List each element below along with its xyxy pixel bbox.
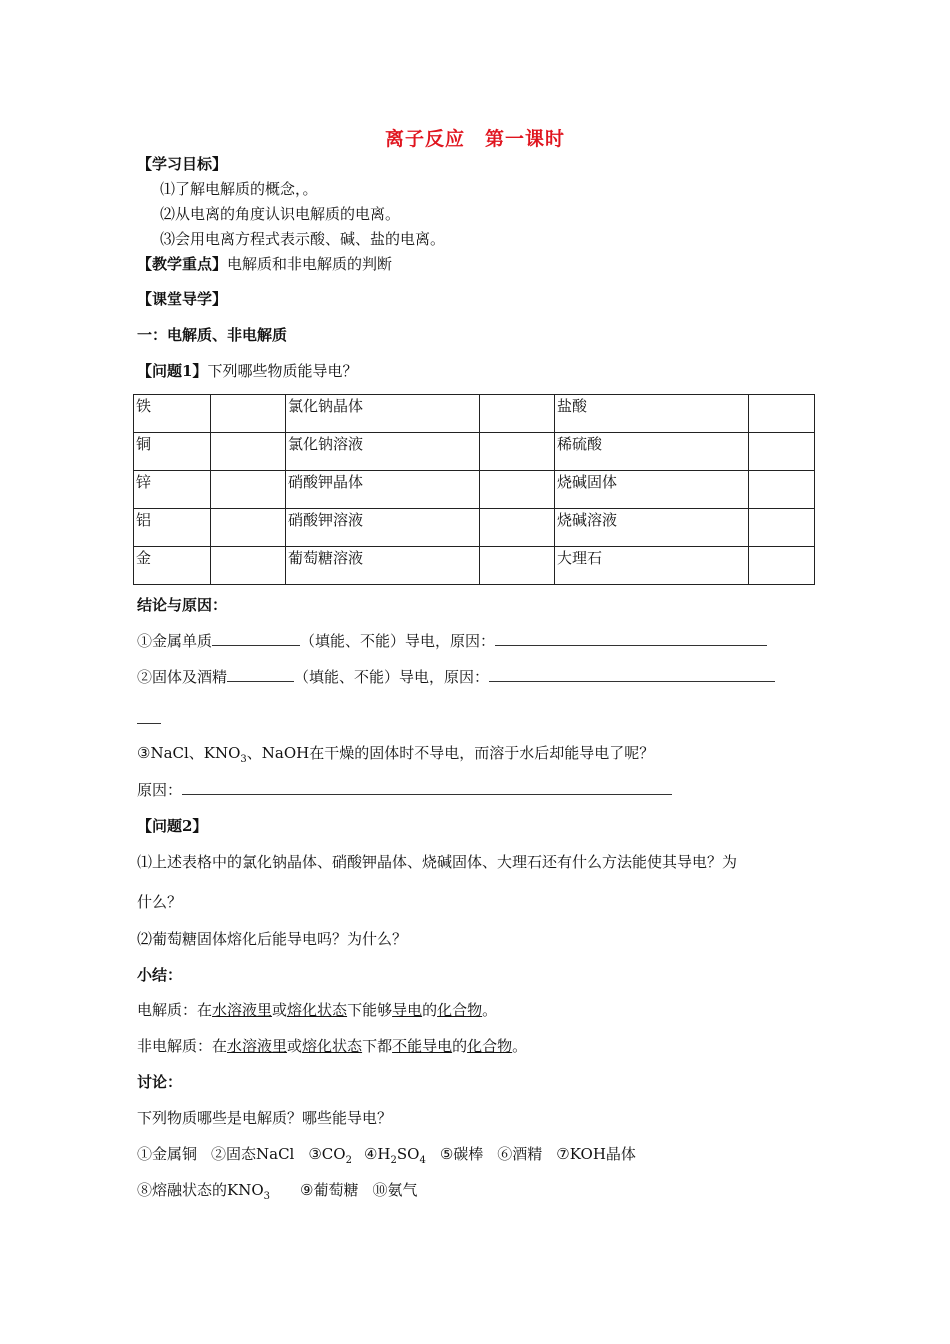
table-cell: 烧碱固体 <box>555 471 749 509</box>
fill-blank[interactable] <box>227 667 294 682</box>
summary-keyword: 熔化状态 <box>287 1001 348 1019</box>
table-cell: 铝 <box>134 509 211 547</box>
fill-blank[interactable] <box>182 780 672 795</box>
table-cell: 锌 <box>134 471 211 509</box>
option-item <box>363 1145 426 1166</box>
conclusion-text: （填能、不能）导电，原因： <box>300 632 496 650</box>
summary-heading: 小结： <box>137 966 183 984</box>
table-cell-blank <box>480 433 555 471</box>
summary-text: 电解质：在 <box>137 1001 213 1019</box>
option-item: ⑥酒精 <box>497 1145 543 1163</box>
table-cell: 盐酸 <box>555 395 749 433</box>
fill-blank[interactable] <box>212 631 300 646</box>
table-row <box>134 433 815 471</box>
option-item <box>308 1145 352 1166</box>
table-row <box>134 471 815 509</box>
summary-text: 或 <box>272 1001 288 1019</box>
discussion-options-row-2 <box>137 1179 417 1202</box>
objectives-heading: 【学习目标】 <box>137 155 228 173</box>
summary-line-1 <box>137 999 497 1020</box>
section-heading: 一：电解质、非电解质 <box>137 326 288 344</box>
subscript: 3 <box>263 1191 271 1202</box>
summary-keyword: 导电 <box>392 1001 423 1019</box>
question-1-heading: 【问题1】 <box>137 362 208 380</box>
summary-keyword: 熔化状态 <box>302 1037 363 1055</box>
table-cell: 稀硫酸 <box>555 433 749 471</box>
conclusion-line-2 <box>137 666 775 687</box>
reason-line <box>137 779 672 800</box>
reason-label: 原因： <box>137 781 183 799</box>
fill-blank[interactable] <box>495 631 767 646</box>
table-cell-blank <box>211 395 286 433</box>
conclusion-heading: 结论与原因： <box>137 596 228 614</box>
discussion-question: 下列物质哪些是电解质？哪些能导电？ <box>137 1109 393 1127</box>
teaching-focus <box>137 253 392 274</box>
option-item: ⑤碳棒 <box>439 1145 484 1163</box>
table-cell: 大理石 <box>555 547 749 585</box>
table-cell: 硝酸钾溶液 <box>286 509 480 547</box>
subscript: 2 <box>345 1155 352 1166</box>
substance-table <box>133 394 815 585</box>
table-cell-blank <box>480 471 555 509</box>
summary-keyword: 水溶液里 <box>212 1001 273 1019</box>
summary-keyword: 不能导电 <box>392 1037 453 1055</box>
discussion-options-row-1 <box>137 1143 636 1166</box>
table-cell-blank <box>480 395 555 433</box>
option-item <box>137 1181 271 1202</box>
objective-item: ⑵从电离的角度认识电解质的电离。 <box>160 205 401 223</box>
discussion-heading: 讨论： <box>137 1073 183 1091</box>
question-1-text: 下列哪些物质能导电？ <box>207 362 358 380</box>
option-item: ⑩氨气 <box>372 1181 418 1199</box>
table-row <box>134 509 815 547</box>
summary-keyword: 化合物 <box>467 1037 513 1055</box>
table-cell-blank <box>749 509 815 547</box>
formula-text: ⑧熔融状态的KNO <box>137 1181 264 1199</box>
question-2-item: ⑵葡萄糖固体熔化后能导电吗？为什么？ <box>137 930 408 948</box>
table-cell-blank <box>211 509 286 547</box>
table-cell: 氯化钠溶液 <box>286 433 480 471</box>
summary-text: 下都 <box>362 1037 393 1055</box>
table-cell-blank <box>749 547 815 585</box>
guide-heading: 【课堂导学】 <box>137 290 228 308</box>
question-1 <box>137 360 357 381</box>
conclusion-text: ①金属单质 <box>137 632 213 650</box>
summary-text: 非电解质：在 <box>137 1037 228 1055</box>
subscript: 3 <box>240 754 247 765</box>
table-cell-blank <box>211 433 286 471</box>
formula-text: SO <box>396 1145 420 1163</box>
summary-keyword: 化合物 <box>437 1001 483 1019</box>
table-cell: 硝酸钾晶体 <box>286 471 480 509</box>
conclusion-line-1 <box>137 630 767 651</box>
subscript: 4 <box>419 1155 426 1166</box>
conclusion-text: ③NaCl、KNO <box>137 744 241 762</box>
option-item: ①金属铜 <box>137 1145 198 1163</box>
question-2-item: 什么？ <box>137 893 183 911</box>
summary-line-2 <box>137 1035 527 1056</box>
focus-text: 电解质和非电解质的判断 <box>227 255 393 273</box>
table-cell: 金 <box>134 547 211 585</box>
summary-text: 的 <box>452 1037 468 1055</box>
table-cell: 烧碱溶液 <box>555 509 749 547</box>
subscript: 2 <box>390 1155 397 1166</box>
option-item: ②固态NaCl <box>211 1145 295 1163</box>
table-cell-blank <box>749 433 815 471</box>
conclusion-text: （填能、不能）导电，原因： <box>294 668 490 686</box>
question-2-heading: 【问题2】 <box>137 817 208 835</box>
formula-text: ③CO <box>308 1145 346 1163</box>
option-item: ⑨葡萄糖 <box>300 1181 359 1199</box>
summary-keyword: 水溶液里 <box>227 1037 288 1055</box>
table-cell-blank <box>749 471 815 509</box>
conclusion-line-3 <box>137 742 654 765</box>
focus-heading: 【教学重点】 <box>137 255 228 273</box>
table-cell-blank <box>480 547 555 585</box>
table-cell: 铜 <box>134 433 211 471</box>
conclusion-text: ②固体及酒精 <box>137 668 228 686</box>
objective-item: ⑴了解电解质的概念，。 <box>160 180 318 198</box>
table-cell-blank <box>211 547 286 585</box>
summary-text: 。 <box>512 1037 528 1055</box>
option-item: ⑦KOH晶体 <box>556 1145 636 1163</box>
summary-text: 的 <box>422 1001 438 1019</box>
table-row <box>134 547 815 585</box>
table-cell: 葡萄糖溶液 <box>286 547 480 585</box>
question-2-item: ⑴上述表格中的氯化钠晶体、硝酸钾晶体、烧碱固体、大理石还有什么方法能使其导电？为 <box>137 853 738 871</box>
table-cell: 铁 <box>134 395 211 433</box>
formula-text: ④H <box>363 1145 391 1163</box>
table-cell: 氯化钠晶体 <box>286 395 480 433</box>
table-row <box>134 395 815 433</box>
conclusion-text: 、NaOH在干燥的固体时不导电，而溶于水后却能导电了呢？ <box>246 744 655 762</box>
page-title: 离子反应 第一课时 <box>384 128 565 150</box>
summary-text: 。 <box>482 1001 498 1019</box>
fill-blank[interactable] <box>489 667 775 682</box>
fill-blank[interactable] <box>137 709 161 724</box>
summary-text: 下能够 <box>347 1001 393 1019</box>
objective-item: ⑶会用电离方程式表示酸、碱、盐的电离。 <box>160 230 446 248</box>
summary-text: 或 <box>287 1037 303 1055</box>
table-cell-blank <box>749 395 815 433</box>
table-cell-blank <box>211 471 286 509</box>
table-cell-blank <box>480 509 555 547</box>
